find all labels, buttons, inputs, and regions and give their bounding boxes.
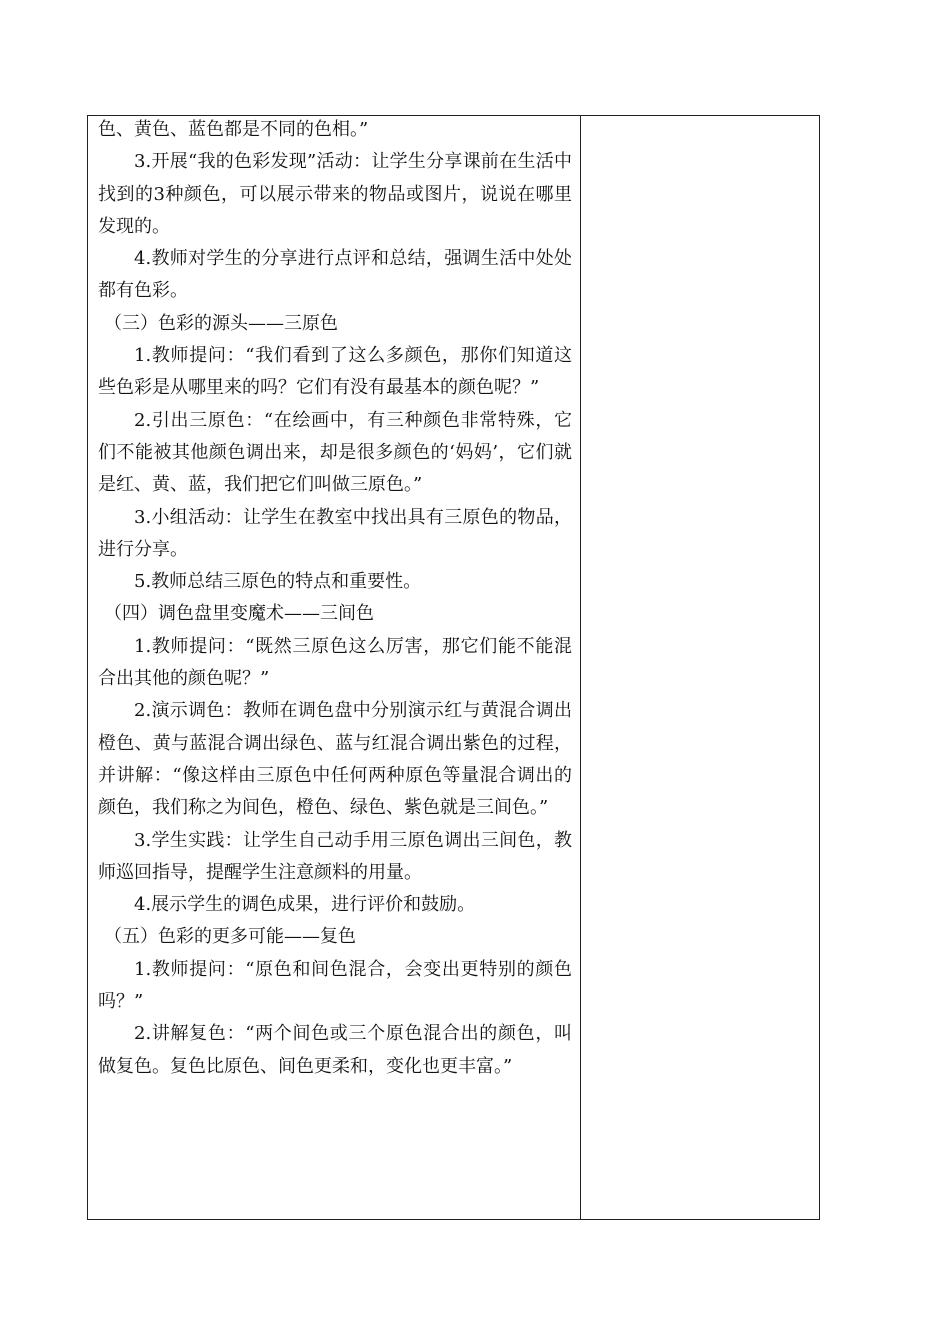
paragraph-discovery-activity: 3.开展“我的色彩发现”活动：让学生分享课前在生活中找到的3种颜色，可以展示带来的物品或图片，说说在哪里发现的。 (98, 151, 572, 237)
lesson-plan-table (87, 115, 820, 1220)
paragraph-teacher-question: 1.教师提问：“我们看到了这么多颜色，那你们知道这些色彩是从哪里来的吗？它们有没有最基本的颜色呢？” (98, 345, 572, 399)
paragraph-teacher-summary: 4.教师对学生的分享进行点评和总结，强调生活中处处都有色彩。 (98, 248, 572, 302)
lesson-content-column (88, 116, 581, 1219)
paragraph-show-results: 4.展示学生的调色成果，进行评价和鼓励。 (134, 894, 476, 916)
paragraph-mixing-question: 1.教师提问：“既然三原色这么厉害，那它们能不能混合出其他的颜色呢？” (98, 635, 572, 690)
paragraph-student-practice: 3.学生实践：让学生自己动手用三原色调出三间色，教师巡回指导，提醒学生注意颜料的用量。 (98, 829, 572, 883)
section-heading-primary-colors: （三）色彩的源头——三原色 (104, 312, 338, 334)
paragraph-introduce-primary: 2.引出三原色：“在绘画中，有三种颜色非常特殊，它们不能被其他颜色调出来，却是很多颜色的‘妈妈’，它们就是红、黄、蓝，我们把它们叫做三原色。” (98, 409, 572, 496)
paragraph-tertiary-question: 1.教师提问：“原色和间色混合，会变出更特别的颜色吗？” (98, 958, 572, 1013)
notes-column (581, 116, 819, 1219)
continuation-text: 色、黄色、蓝色都是不同的色相。” (98, 119, 369, 140)
paragraph-tertiary-explain: 2.讲解复色：“两个间色或三个原色混合出的颜色，叫做复色。复色比原色、间色更柔和，变化也更丰富。” (98, 1023, 572, 1077)
section-heading-tertiary-colors: （五）色彩的更多可能——复色 (104, 926, 356, 948)
paragraph-mixing-demo: 2.演示调色：教师在调色盘中分别演示红与黄混合调出橙色、黄与蓝混合调出绿色、蓝与红混合调出紫色的过程，并讲解：“像这样由三原色中任何两种原色等量混合调出的颜色，我们称之为间色，橙色、绿色、紫色就是三间色。” (98, 700, 572, 819)
paragraph-group-activity: 3.小组活动：让学生在教室中找出具有三原色的物品，进行分享。 (98, 506, 572, 560)
paragraph-primary-summary: 5.教师总结三原色的特点和重要性。 (134, 571, 422, 593)
section-heading-secondary-colors: （四）调色盘里变魔术——三间色 (104, 603, 374, 625)
